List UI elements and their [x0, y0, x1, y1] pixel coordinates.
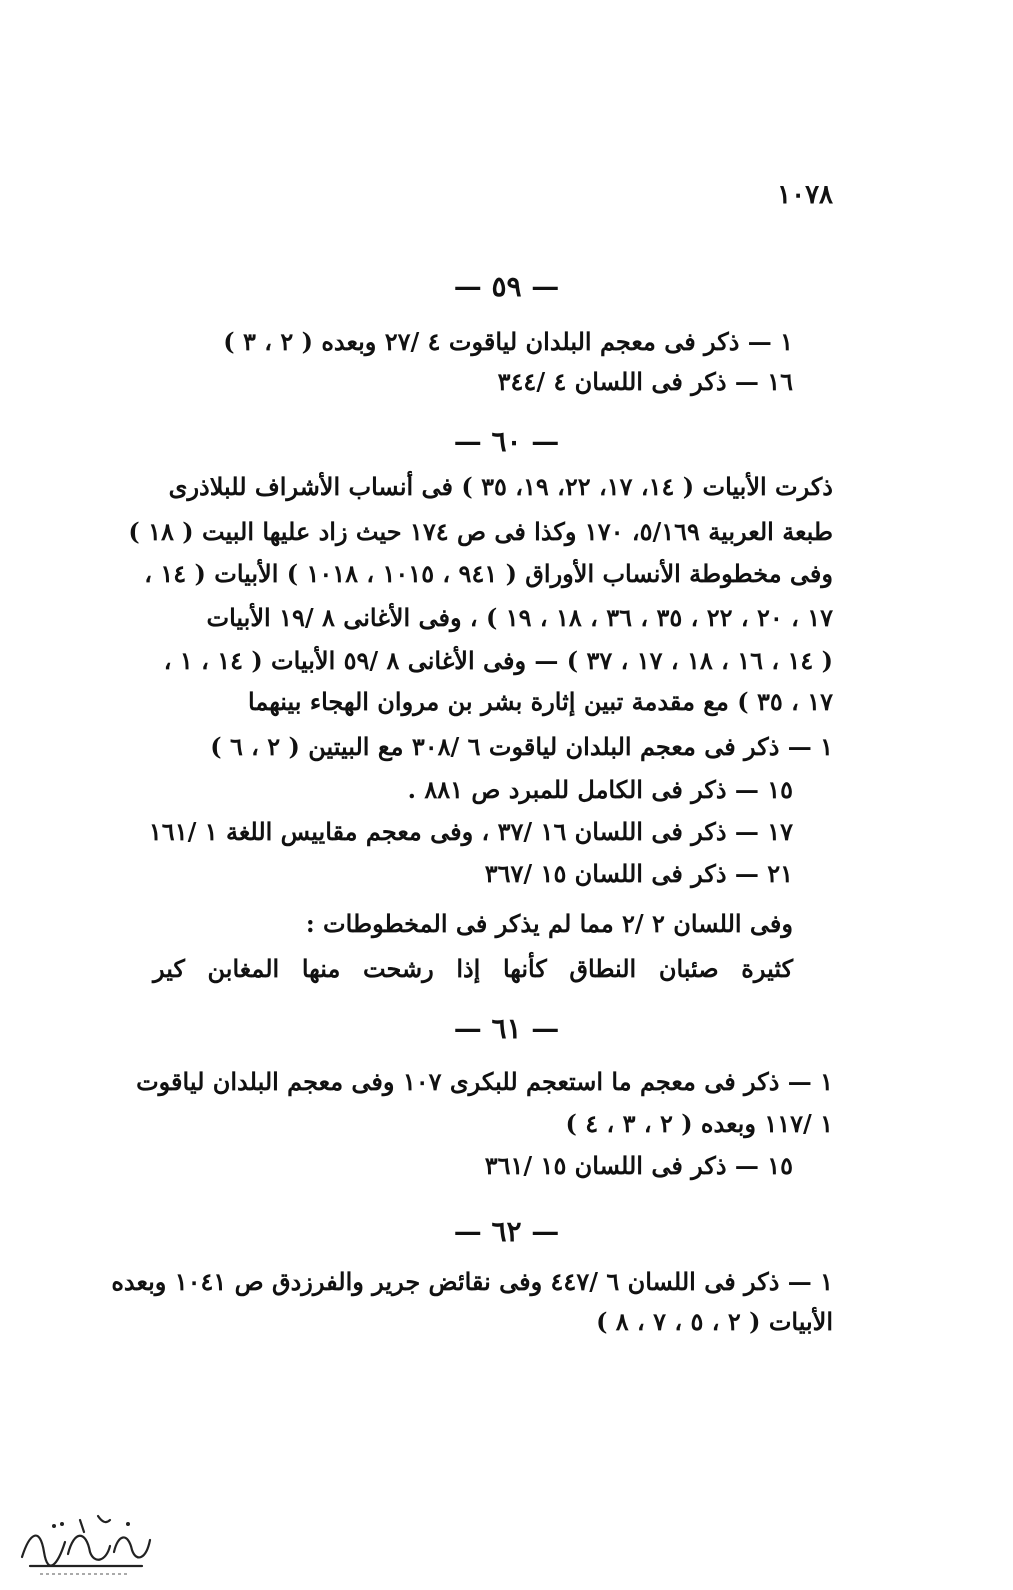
calligraphy-stamp-icon [10, 1502, 160, 1582]
note-line: ١ — ذكر فى معجم ما استعجم للبكرى ١٠٧ وفى معجم البلدان لياقوت [136, 1067, 833, 1096]
note-line: ١٥ — ذكر فى اللسان ١٥ /٣٦١ [484, 1151, 793, 1180]
paragraph-line: وفى مخطوطة الأنساب الأوراق ( ٩٤١ ، ١٠١٥ ، ١٠١٨ ) الأبيات ( ١٤ ، [144, 559, 833, 588]
note-line: ١٦ — ذكر فى اللسان ٤ /٣٤٤ [497, 367, 793, 396]
note-line: ١ /١١٧ وبعده ( ٢ ، ٣ ، ٤ ) [565, 1109, 833, 1138]
page-number: ١٠٧٨ [777, 180, 833, 210]
note-line: ١٧ — ذكر فى اللسان ١٦ /٣٧ ، وفى معجم مقاييس اللغة ١ /١٦١ [148, 817, 793, 846]
note-line: ١ — ذكر فى اللسان ٦ /٤٤٧ وفى نقائض جرير والفرزدق ص ١٠٤١ وبعده [111, 1267, 833, 1296]
paragraph-line: ١٧ ، ٢٠ ، ٢٢ ، ٣٥ ، ٣٦ ، ١٨ ، ١٩ ) ، وفى الأغانى ٨ /١٩ الأبيات [206, 603, 833, 632]
section-heading-61: — ٦١ — [453, 1012, 560, 1045]
paragraph-line: ذكرت الأبيات ( ١٤، ١٧، ٢٢، ١٩، ٣٥ ) فى أنساب الأشراف للبلاذرى [168, 472, 833, 501]
paragraph-line: طبعة العربية ٥/١٦٩، ١٧٠ وكذا فى ص ١٧٤ حيث زاد عليها البيت ( ١٨ ) [128, 517, 833, 546]
poem-verse: كثيرة صئبان النطاق كأنها إذا رشحت منها المغابن كير [153, 954, 793, 983]
paragraph-line: ١٧ ، ٣٥ ) مع مقدمة تبين إثارة بشر بن مروان الهجاء بينهما [248, 687, 833, 716]
note-line: وفى اللسان ٢ /٢ مما لم يذكر فى المخطوطات : [305, 909, 793, 938]
note-line: ١ — ذكر فى معجم البلدان لياقوت ٦ /٣٠٨ مع البيتين ( ٢ ، ٦ ) [210, 732, 833, 761]
note-line: ٢١ — ذكر فى اللسان ١٥ /٣٦٧ [484, 859, 793, 888]
note-line: الأبيات ( ٢ ، ٥ ، ٧ ، ٨ ) [596, 1307, 833, 1336]
section-heading-60: — ٦٠ — [453, 425, 560, 458]
paragraph-line: ( ١٤ ، ١٦ ، ١٨ ، ١٧ ، ٣٧ ) — وفى الأغانى ٨ /٥٩ الأبيات ( ١٤ ، ١ ، [163, 646, 833, 675]
section-heading-62: — ٦٢ — [453, 1215, 560, 1248]
note-line: ١ — ذكر فى معجم البلدان لياقوت ٤ /٢٧ وبعده ( ٢ ، ٣ ) [223, 327, 793, 356]
section-heading-59: — ٥٩ — [453, 270, 560, 303]
note-line: ١٥ — ذكر فى الكامل للمبرد ص ٨٨١ . [407, 775, 793, 804]
